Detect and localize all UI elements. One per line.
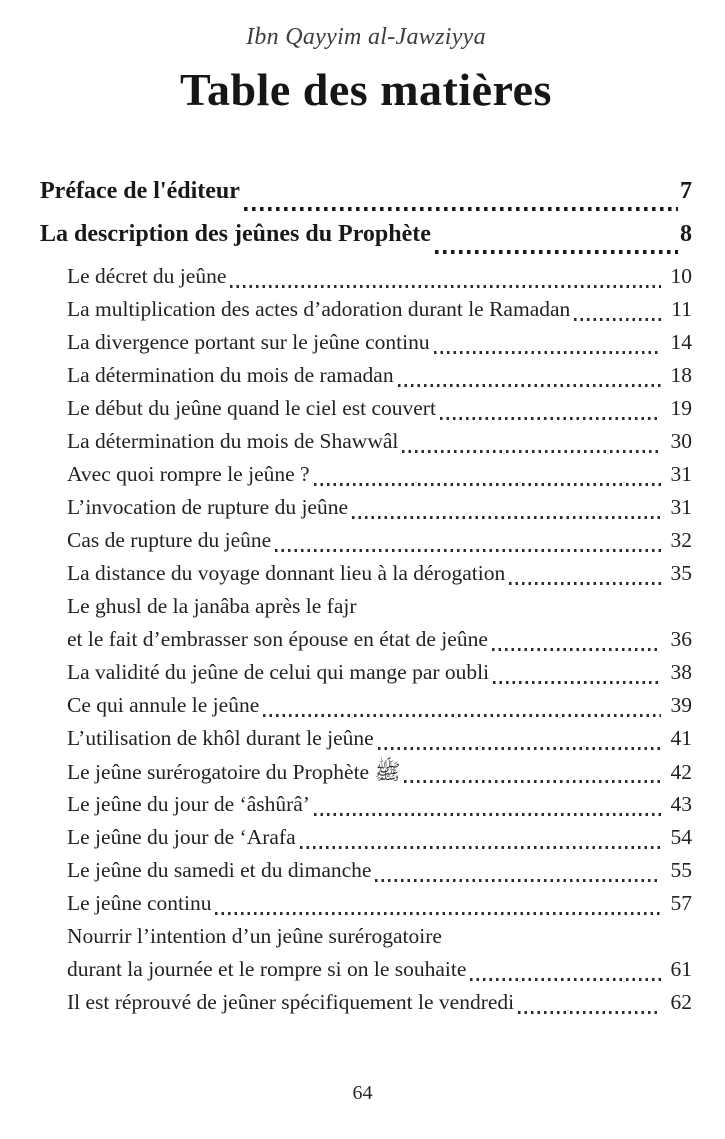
toc-entry[interactable] bbox=[67, 363, 692, 396]
toc-entry-page: 30 bbox=[670, 429, 692, 453]
toc-entry[interactable] bbox=[67, 462, 692, 495]
toc-entry-page: 10 bbox=[670, 264, 692, 288]
toc-entry-page: 62 bbox=[670, 990, 692, 1014]
toc-entry-label: Le jeûne du samedi et du dimanche bbox=[67, 858, 372, 882]
dot-leader bbox=[574, 318, 661, 321]
toc-entry[interactable] bbox=[67, 660, 692, 693]
toc-entry[interactable] bbox=[40, 178, 692, 221]
toc-entry-label: La distance du voyage donnant lieu à la dérogation bbox=[67, 561, 506, 585]
dot-leader bbox=[492, 648, 661, 651]
table-of-contents bbox=[40, 178, 692, 1023]
dot-leader bbox=[440, 417, 661, 420]
page-title: Table des matières bbox=[180, 64, 552, 115]
toc-entry-page: 7 bbox=[680, 178, 692, 204]
toc-entry[interactable] bbox=[67, 594, 692, 627]
toc-entry-label: La détermination du mois de Shawwâl bbox=[67, 429, 399, 453]
toc-entry-label: Le début du jeûne quand le ciel est couvert bbox=[67, 396, 436, 420]
toc-entry-label: L’invocation de rupture du jeûne bbox=[67, 495, 349, 519]
toc-entry[interactable] bbox=[67, 792, 692, 825]
toc-entry[interactable] bbox=[67, 957, 692, 990]
dot-leader bbox=[275, 549, 661, 552]
dot-leader bbox=[230, 285, 661, 288]
toc-entry-label: Avec quoi rompre le jeûne ? bbox=[67, 462, 310, 486]
toc-entry-label: Préface de l'éditeur bbox=[40, 178, 240, 204]
toc-entry-page: 41 bbox=[670, 726, 692, 750]
dot-leader bbox=[263, 714, 661, 717]
dot-leader bbox=[352, 516, 661, 519]
toc-entry-page: 19 bbox=[670, 396, 692, 420]
dot-leader bbox=[300, 846, 661, 849]
author-name: Ibn Qayyim al-Jawziyya bbox=[246, 24, 486, 50]
toc-entry-page: 36 bbox=[670, 627, 692, 651]
dot-leader bbox=[435, 250, 678, 254]
toc-entry-page: 35 bbox=[670, 561, 692, 585]
toc-entry[interactable] bbox=[67, 396, 692, 429]
toc-entry-label: L’utilisation de khôl durant le jeûne bbox=[67, 726, 374, 750]
toc-entry[interactable] bbox=[67, 924, 692, 957]
dot-leader bbox=[398, 384, 661, 387]
toc-entry-label: La multiplication des actes d’adoration durant le Ramadan bbox=[67, 297, 571, 321]
toc-entry-page: 57 bbox=[670, 891, 692, 915]
toc-entry[interactable] bbox=[67, 297, 692, 330]
toc-entry[interactable] bbox=[67, 627, 692, 660]
dot-leader bbox=[244, 207, 678, 211]
toc-entry-page: 55 bbox=[670, 858, 692, 882]
dot-leader bbox=[518, 1011, 661, 1014]
toc-entry-label: Le jeûne du jour de ‘âshûrâ’ bbox=[67, 792, 310, 816]
dot-leader bbox=[402, 450, 661, 453]
toc-entry-label: La description des jeûnes du Prophète bbox=[40, 221, 431, 247]
toc-entry-label: Il est réprouvé de jeûner spécifiquement le vendredi bbox=[67, 990, 515, 1014]
toc-entry-page: 54 bbox=[670, 825, 692, 849]
dot-leader bbox=[375, 879, 661, 882]
toc-entry-page: 31 bbox=[670, 495, 692, 519]
dot-leader bbox=[509, 582, 661, 585]
toc-entry-page: 43 bbox=[670, 792, 692, 816]
toc-entry[interactable] bbox=[67, 858, 692, 891]
folio-page-number: 64 bbox=[352, 1082, 373, 1104]
toc-entry-label: et le fait d’embrasser son épouse en état de jeûne bbox=[67, 627, 488, 651]
toc-entry[interactable] bbox=[67, 429, 692, 462]
toc-entry-label: La détermination du mois de ramadan bbox=[67, 363, 394, 387]
toc-entry[interactable] bbox=[67, 330, 692, 363]
toc-entry-label: La divergence portant sur le jeûne continu bbox=[67, 330, 430, 354]
toc-entry-label: Ce qui annule le jeûne bbox=[67, 693, 260, 717]
toc-entry-label: La validité du jeûne de celui qui mange par oubli bbox=[67, 660, 490, 684]
toc-entry-page: 32 bbox=[670, 528, 692, 552]
dot-leader bbox=[434, 351, 661, 354]
toc-entry[interactable] bbox=[67, 528, 692, 561]
toc-entry-label: Cas de rupture du jeûne bbox=[67, 528, 272, 552]
toc-entry[interactable] bbox=[67, 726, 692, 759]
toc-entry-label: Le jeûne surérogatoire du Prophète ﷺ bbox=[67, 760, 401, 784]
toc-entry-page: 18 bbox=[670, 363, 692, 387]
dot-leader bbox=[314, 483, 661, 486]
toc-entry-label: Le décret du jeûne bbox=[67, 264, 227, 288]
toc-entry[interactable] bbox=[40, 221, 692, 264]
toc-entry[interactable] bbox=[67, 990, 692, 1023]
toc-entry[interactable] bbox=[67, 495, 692, 528]
dot-leader bbox=[493, 681, 661, 684]
toc-entry[interactable] bbox=[67, 561, 692, 594]
toc-entry-page: 42 bbox=[670, 760, 692, 784]
toc-entry-page: 14 bbox=[670, 330, 692, 354]
toc-entry[interactable] bbox=[67, 264, 692, 297]
dot-leader bbox=[314, 813, 661, 816]
toc-entry-label: Nourrir l’intention d’un jeûne surérogatoire bbox=[67, 924, 442, 948]
toc-entry-label: Le ghusl de la janâba après le fajr bbox=[67, 594, 357, 618]
toc-entry[interactable] bbox=[67, 759, 692, 792]
toc-entry-label: Le jeûne du jour de ‘Arafa bbox=[67, 825, 296, 849]
toc-entry-page: 8 bbox=[680, 221, 692, 247]
toc-entry[interactable] bbox=[67, 891, 692, 924]
toc-entry[interactable] bbox=[67, 825, 692, 858]
dot-leader bbox=[470, 978, 661, 981]
toc-entry-label: Le jeûne continu bbox=[67, 891, 212, 915]
toc-entry-page: 11 bbox=[671, 297, 692, 321]
toc-entry-label: durant la journée et le rompre si on le souhaite bbox=[67, 957, 467, 981]
toc-entry-page: 39 bbox=[670, 693, 692, 717]
toc-entry-page: 31 bbox=[670, 462, 692, 486]
dot-leader bbox=[378, 747, 661, 750]
dot-leader bbox=[404, 780, 661, 783]
dot-leader bbox=[215, 912, 661, 915]
toc-entry-page: 61 bbox=[670, 957, 692, 981]
toc-entry[interactable] bbox=[67, 693, 692, 726]
toc-entry-page: 38 bbox=[670, 660, 692, 684]
